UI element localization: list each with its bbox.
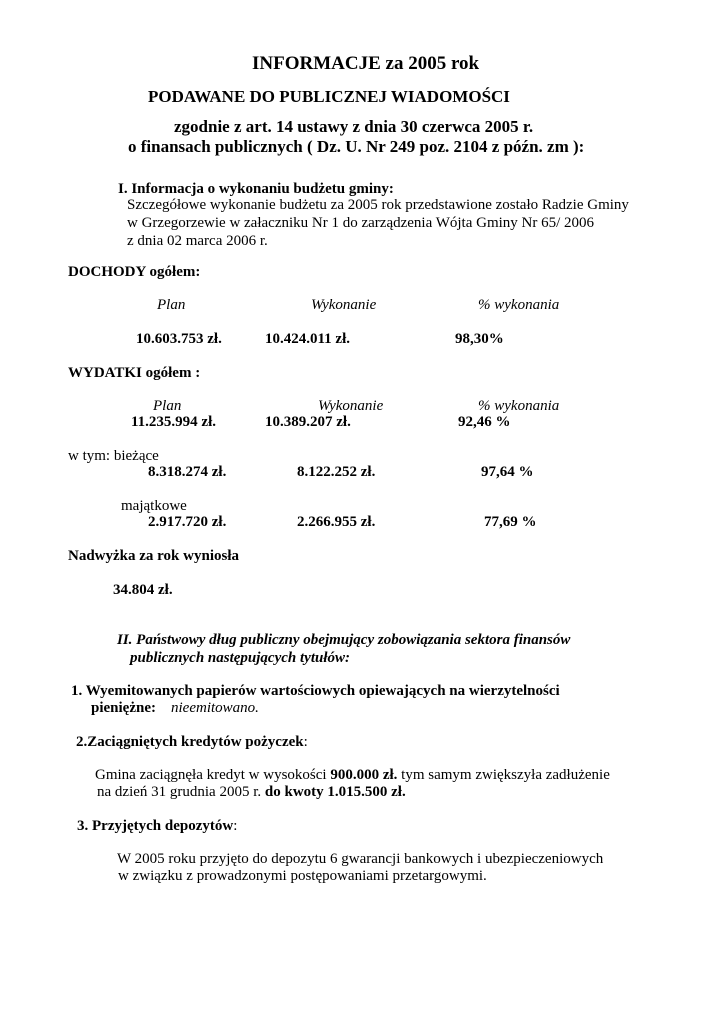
expenses-execution-value: 10.389.207 zł. — [265, 414, 351, 430]
current-expenses-label: w tym: bieżące — [68, 448, 159, 464]
item-3-heading: 3. Przyjętych depozytów — [77, 818, 234, 834]
income-percent-value: 98,30% — [455, 331, 504, 347]
capital-expenses-execution: 2.266.955 zł. — [297, 514, 376, 530]
item-2-amount: 900.000 zł. — [330, 767, 398, 783]
capital-expenses-label: majątkowe — [121, 498, 187, 514]
current-expenses-execution: 8.122.252 zł. — [297, 464, 376, 480]
item-2-text-a: Gmina zaciągnęła kredyt w wysokości — [95, 767, 331, 783]
item-3-heading-line — [77, 819, 237, 834]
income-col-plan: Plan — [157, 297, 186, 313]
section-2-heading-line-2: publicznych następujących tytułów: — [130, 650, 351, 666]
income-col-execution: Wykonanie — [311, 297, 377, 313]
current-expenses-plan: 8.318.274 zł. — [148, 464, 227, 480]
item-3-text-line-2: w związku z prowadzonymi postępowaniami przetargowymi. — [118, 868, 487, 884]
capital-expenses-percent: 77,69 % — [484, 514, 537, 530]
section-2-heading-line-1: II. Państwowy dług publiczny obejmujący zobowiązania sektora finansów — [117, 632, 571, 648]
income-col-percent: % wykonania — [478, 297, 560, 313]
section-1-heading: I. Informacja o wykonaniu budżetu gminy: — [118, 181, 394, 197]
item-2-total: do kwoty 1.015.500 zł. — [264, 784, 406, 800]
expenses-plan-value: 11.235.994 zł. — [131, 414, 216, 430]
item-2-text-c: na dzień 31 grudnia 2005 r. — [97, 784, 265, 800]
item-3-text-line-1: W 2005 roku przyjęto do depozytu 6 gwarancji bankowych i ubezpieczeniowych — [117, 851, 604, 867]
item-2-text-line-1 — [95, 768, 610, 783]
income-execution-value: 10.424.011 zł. — [265, 331, 350, 347]
income-label: DOCHODY ogółem: — [68, 264, 201, 280]
expenses-col-percent: % wykonania — [478, 398, 560, 414]
section-1-text-line-1: Szczegółowe wykonanie budżetu za 2005 rok przedstawione zostało Radzie Gminy — [127, 197, 629, 213]
item-2-text-line-2 — [97, 785, 406, 800]
item-1-value: nieemitowano. — [171, 700, 259, 716]
page-subtitle: PODAWANE DO PUBLICZNEJ WIADOMOŚCI — [148, 87, 510, 106]
item-2-text-b: tym samym zwiększyła zadłużenie — [397, 767, 610, 783]
expenses-percent-value: 92,46 % — [458, 414, 511, 430]
current-expenses-percent: 97,64 % — [481, 464, 534, 480]
item-2-heading-line — [76, 735, 308, 750]
capital-expenses-plan: 2.917.720 zł. — [148, 514, 227, 530]
item-1-line-2 — [91, 701, 259, 716]
surplus-label: Nadwyżka za rok wyniosła — [68, 548, 239, 564]
legal-basis-line-1: zgodnie z art. 14 ustawy z dnia 30 czerwca 2005 r. — [174, 117, 534, 136]
item-1-line-1: 1. Wyemitowanych papierów wartościowych opiewających na wierzytelności — [71, 683, 560, 699]
item-2-colon: : — [303, 734, 308, 750]
expenses-col-plan: Plan — [153, 398, 182, 414]
income-plan-value: 10.603.753 zł. — [136, 331, 222, 347]
expenses-label: WYDATKI ogółem : — [68, 365, 201, 381]
legal-basis-line-2: o finansach publicznych ( Dz. U. Nr 249 poz. 2104 z późn. zm ): — [128, 137, 585, 156]
item-1-label: pieniężne: — [91, 700, 156, 716]
page-title: INFORMACJE za 2005 rok — [252, 53, 480, 74]
expenses-col-execution: Wykonanie — [318, 398, 384, 414]
section-1-text-line-2: w Grzegorzewie w załaczniku Nr 1 do zarządzenia Wójta Gminy Nr 65/ 2006 — [127, 215, 595, 231]
item-3-colon: : — [233, 818, 238, 834]
surplus-value: 34.804 zł. — [113, 582, 173, 598]
section-1-text-line-3: z dnia 02 marca 2006 r. — [127, 233, 268, 249]
item-2-heading: 2.Zaciągniętych kredytów pożyczek — [76, 734, 304, 750]
